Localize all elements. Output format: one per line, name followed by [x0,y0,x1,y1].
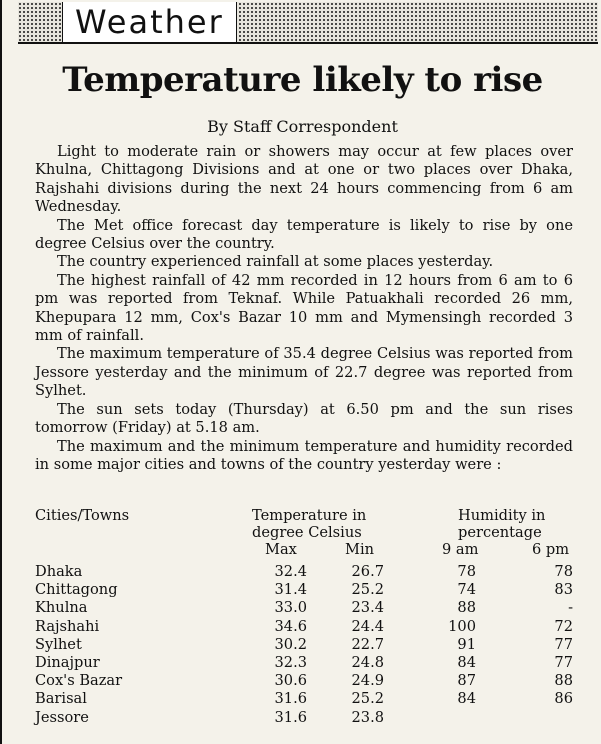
cell-city: Chittagong [35,581,118,599]
cell-humidity-6pm: 86 [554,690,573,708]
section-header-band [18,2,598,44]
col-header-hum-1: Humidity in [458,507,546,524]
cell-min: 25.2 [351,581,384,599]
col-header-temp-2: degree Celsius [252,524,362,541]
cell-min: 22.7 [351,635,384,653]
cell-humidity-9am: 87 [457,672,476,690]
cell-min: 26.7 [351,563,384,580]
cell-humidity-9am: 88 [457,599,476,617]
cell-max: 33.0 [274,599,307,617]
paragraph: The highest rainfall of 42 mm recorded in 12 hours from 6 am to 6 pm was reported from Teknaf. While Patuakhali recorded 26 mm, Khepupara 12 mm, Cox's Bazar 10 mm and Mymensingh recorded 3 mm of rainfall. [35,271,573,345]
cell-max: 30.2 [274,635,307,653]
cell-max: 32.3 [274,654,307,671]
byline: By Staff Correspondent [207,117,398,136]
cell-city: Dhaka [35,563,83,580]
paragraph: The sun sets today (Thursday) at 6.50 pm and the sun rises tomorrow (Friday) at 5.18 am. [35,400,573,437]
cell-city: Cox's Bazar [35,672,123,690]
cell-city: Khulna [35,599,88,617]
cell-humidity-6pm: 72 [554,617,573,635]
cell-min: 24.4 [351,617,384,635]
col-header-9am: 9 am [442,541,479,558]
col-header-hum-2: percentage [458,524,542,541]
col-header-min: Min [345,541,375,558]
cell-humidity-9am: 78 [457,563,476,580]
cell-humidity-6pm: 77 [554,654,573,671]
cell-humidity-6pm: 88 [554,672,573,690]
section-label: Weather [62,2,237,43]
cell-max: 31.6 [274,690,307,708]
cell-max: 30.6 [274,672,307,690]
cell-city: Barisal [35,690,87,708]
cell-city: Sylhet [35,635,82,653]
paragraph: Light to moderate rain or showers may occur at few places over Khulna, Chittagong Divisions and at one or two places over Dhaka, Rajshahi divisions during the next 24 hours commencing from 6 am Wednesday. [35,143,573,216]
paragraph: The Met office forecast day temperature is likely to rise by one degree Celsius over the country. [35,216,573,253]
headline: Temperature likely to rise [62,60,543,100]
cell-humidity-6pm: 78 [554,563,573,580]
cell-humidity-9am: 74 [457,581,476,599]
cell-humidity-6pm: 77 [554,635,573,653]
article-body [35,143,573,474]
cell-min: 24.8 [351,654,384,671]
cell-humidity-9am: 84 [457,654,476,671]
col-header-max: Max [265,541,297,558]
cell-humidity-9am: 100 [448,617,476,635]
cell-humidity-6pm: 83 [554,581,573,599]
cell-city: Rajshahi [35,617,100,635]
cell-min: 23.4 [351,599,384,617]
col-header-temp-1: Temperature in [252,507,367,524]
cell-humidity-9am: 91 [457,635,476,653]
cell-min: 24.9 [351,672,384,690]
paragraph: The maximum temperature of 35.4 degree Celsius was reported from Jessore yesterday and the minimum of 22.7 degree was reported from Sylhet. [35,345,573,400]
cell-humidity-6pm: - [568,599,573,617]
paragraph: The country experienced rainfall at some places yesterday. [57,253,494,271]
cell-max: 31.6 [274,708,307,726]
cell-max: 32.4 [274,563,307,580]
cell-humidity-9am: 84 [457,690,476,708]
col-header-city: Cities/Towns [35,507,130,524]
cell-max: 34.6 [274,617,307,635]
cell-city: Dinajpur [35,654,100,671]
paragraph: The maximum and the minimum temperature and humidity recorded in some major cities and towns of the country yesterday were : [35,437,573,473]
cell-min: 23.8 [351,708,384,726]
cell-city: Jessore [35,708,89,726]
cell-min: 25.2 [351,690,384,708]
cell-max: 31.4 [274,581,307,599]
col-header-6pm: 6 pm [532,541,570,558]
